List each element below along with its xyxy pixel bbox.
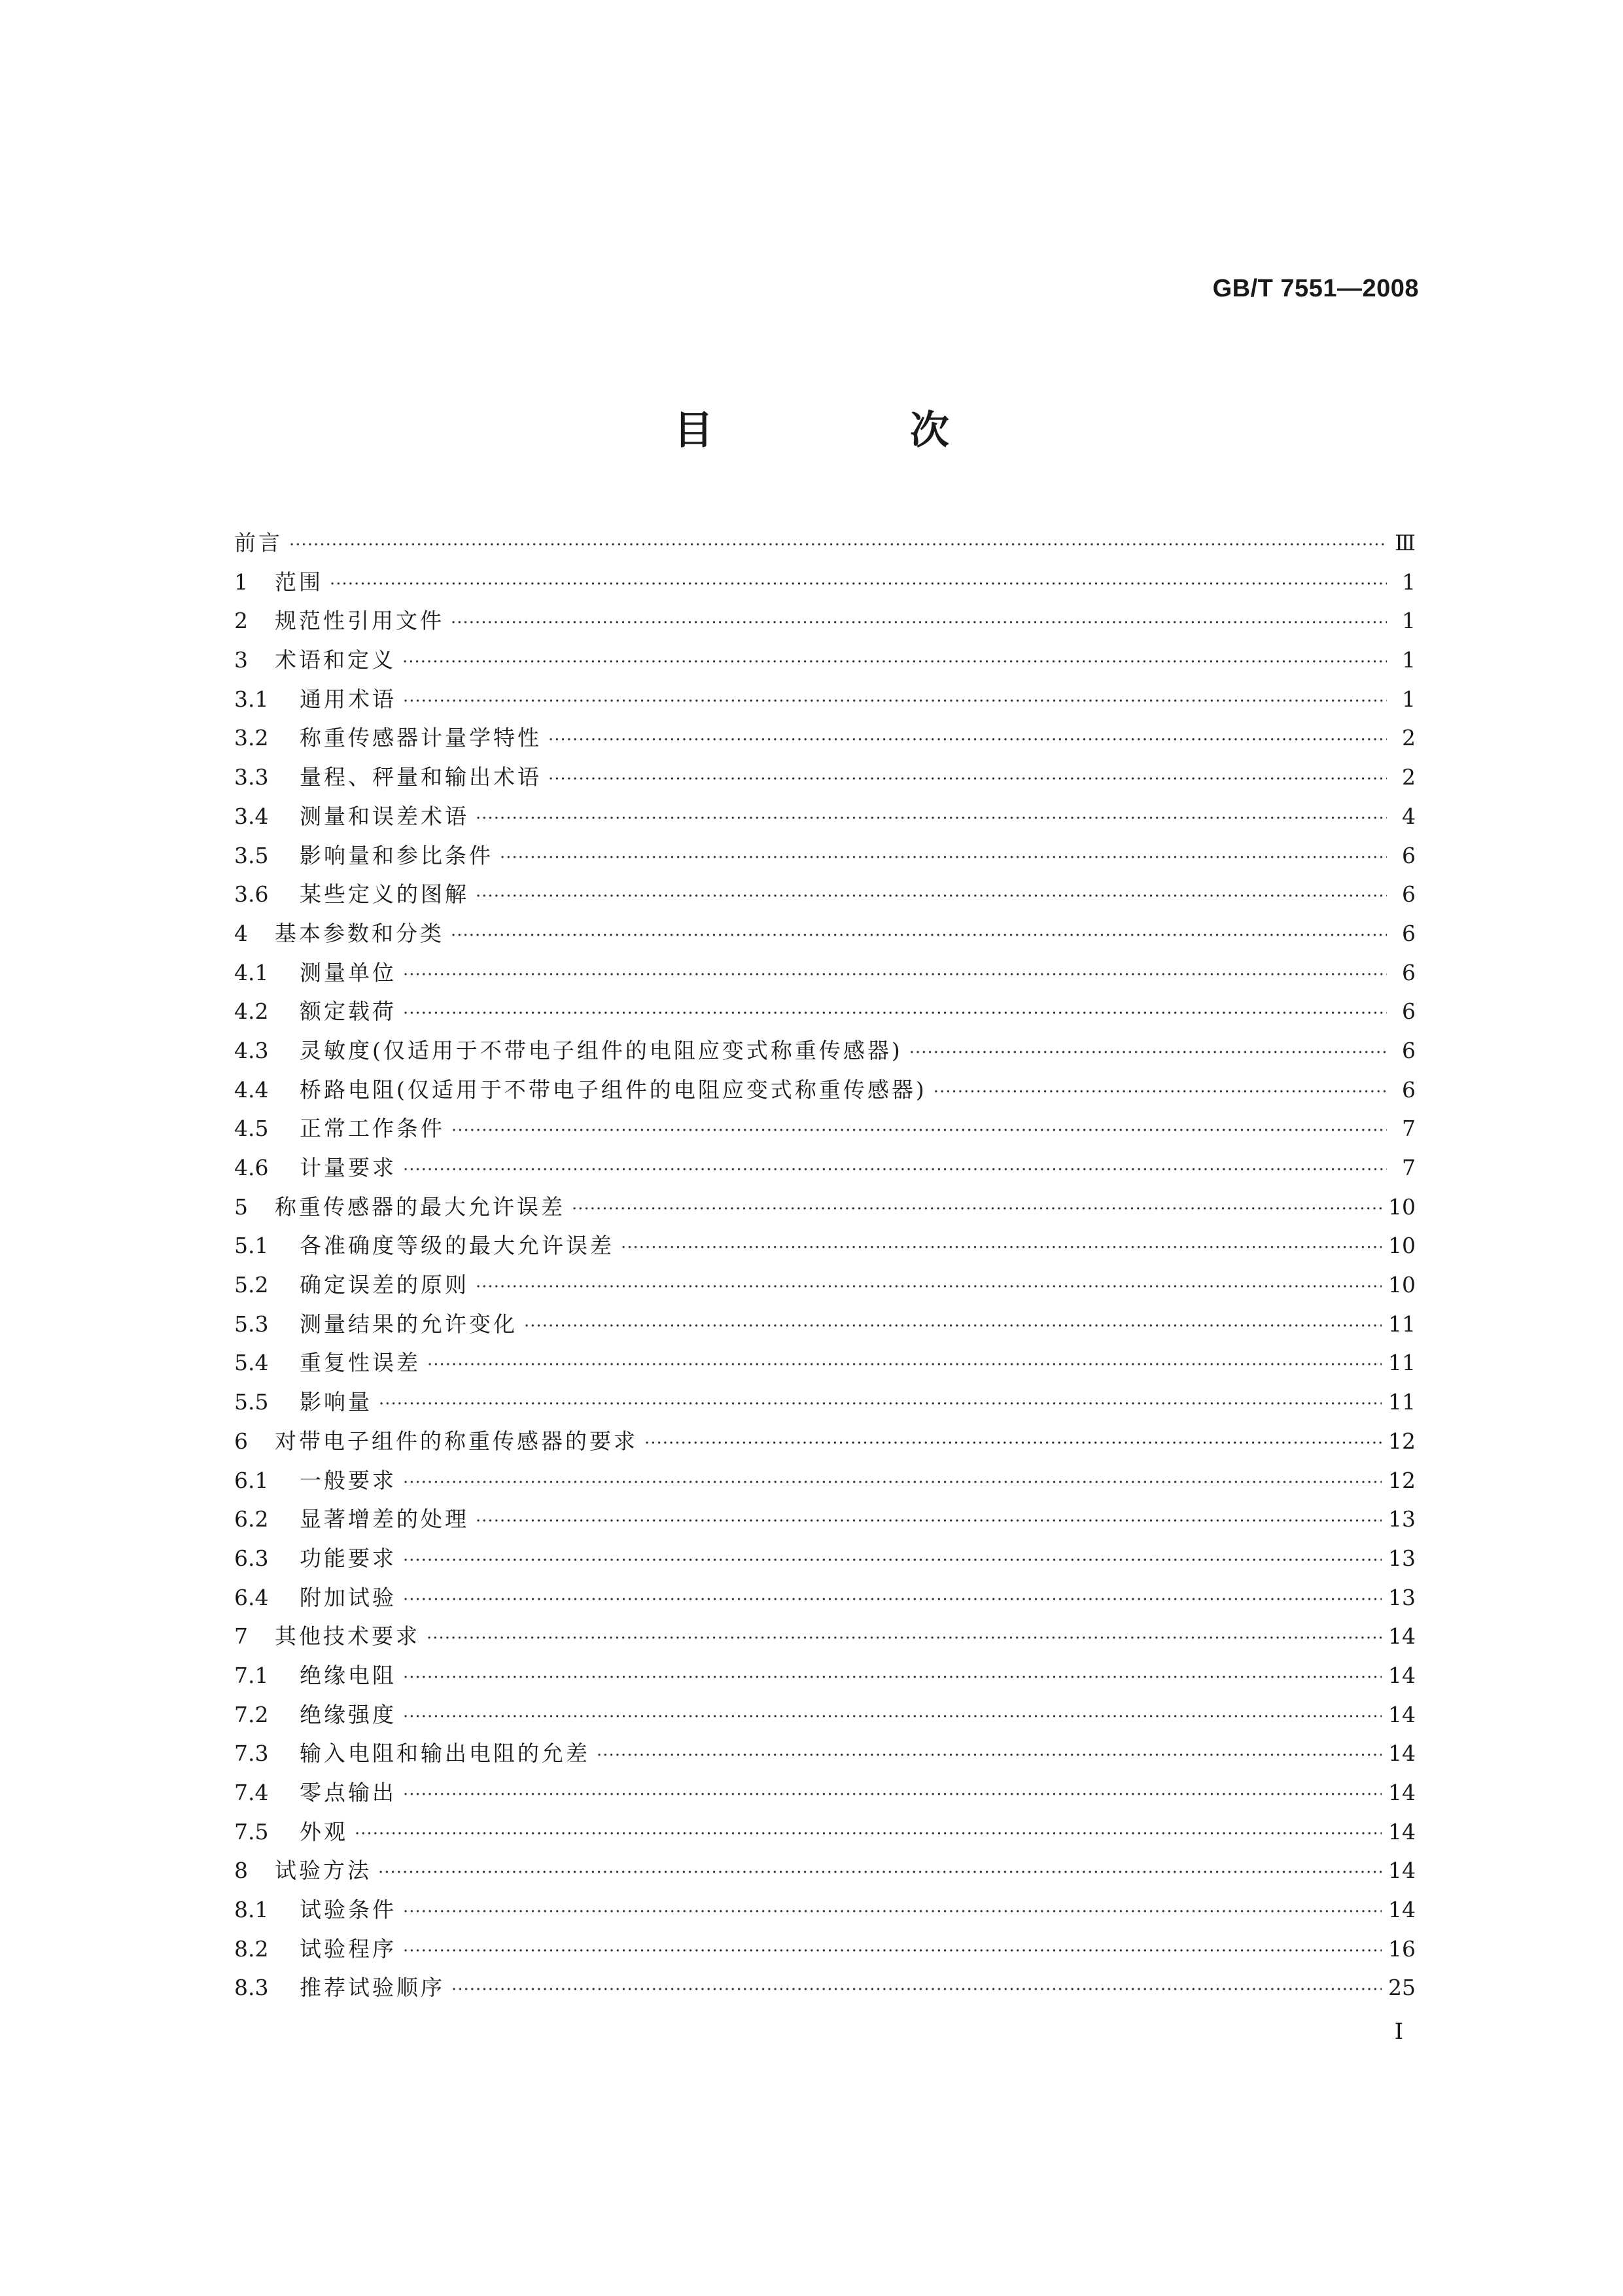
toc-entry-number: 2 [234, 608, 248, 634]
toc-entry[interactable] [234, 1148, 1416, 1188]
page-title: 目 次 [674, 408, 1041, 453]
toc-entry-page: 14 [1388, 1623, 1416, 1650]
toc-entry-number: 4.1 [234, 959, 269, 985]
toc-entry-title: 功能要求 [300, 1545, 396, 1571]
toc-entry-number: 5.2 [234, 1272, 269, 1298]
toc-entry-number: 3.4 [234, 803, 269, 829]
toc-entry-page: 7 [1402, 1155, 1416, 1180]
toc-entry-title: 称重传感器计量学特性 [300, 725, 542, 751]
toc-entry[interactable] [234, 1656, 1416, 1695]
toc-entry[interactable] [234, 1422, 1416, 1461]
toc-entry-number: 3 [234, 647, 248, 673]
toc-entry-title: 影响量 [300, 1389, 372, 1415]
toc-entry-page: 1 [1402, 569, 1416, 595]
toc-entry[interactable] [234, 1812, 1416, 1852]
toc-entry-number: 3.5 [234, 842, 269, 868]
toc-entry[interactable] [234, 523, 1416, 563]
toc-entry-title: 试验方法 [275, 1858, 372, 1884]
toc-entry-title: 测量单位 [300, 959, 396, 985]
toc-entry-title: 某些定义的图解 [300, 881, 469, 908]
toc-entry-number: 8.1 [234, 1897, 269, 1923]
toc-leader-dots [330, 565, 1387, 605]
toc-entry-title: 通用术语 [300, 686, 396, 712]
toc-entry-page: 14 [1388, 1701, 1416, 1727]
toc-entry-page: 13 [1388, 1545, 1416, 1571]
toc-entry-title: 前言 [234, 530, 283, 556]
toc-entry[interactable] [234, 1500, 1416, 1539]
toc-entry-number: 4.2 [234, 998, 269, 1025]
toc-entry-title: 附加试验 [300, 1584, 396, 1610]
toc-leader-dots [403, 682, 1387, 722]
toc-leader-dots [403, 1581, 1382, 1620]
toc-entry[interactable] [234, 1617, 1416, 1656]
toc-leader-dots [476, 800, 1387, 839]
toc-entry-number: 5.3 [234, 1311, 269, 1337]
toc-leader-dots [403, 1542, 1382, 1581]
toc-entry-page: 1 [1402, 686, 1416, 712]
toc-entry-title: 额定载荷 [300, 998, 396, 1025]
toc-entry-number: 6.1 [234, 1467, 269, 1493]
toc-entry-page: 10 [1388, 1233, 1416, 1259]
toc-entry[interactable] [234, 992, 1416, 1031]
toc-entry-number: 6 [234, 1428, 248, 1454]
toc-entry-title: 推荐试验顺序 [300, 1975, 445, 2001]
toc-leader-dots [403, 995, 1387, 1034]
toc-leader-dots [355, 1815, 1382, 1854]
toc-entry[interactable] [234, 953, 1416, 993]
toc-entry-page: 11 [1388, 1311, 1416, 1337]
toc-entry-page: 11 [1388, 1350, 1416, 1376]
toc-entry-title: 零点输出 [300, 1780, 396, 1805]
toc-entry-number: 7.5 [234, 1818, 269, 1845]
toc-entry-page: 14 [1388, 1740, 1416, 1767]
standard-code: GB/T 7551—2008 [1212, 275, 1419, 302]
toc-leader-dots [427, 1619, 1382, 1659]
toc-entry-title: 外观 [300, 1818, 348, 1845]
page-number: Ⅰ [1394, 2019, 1403, 2045]
toc-entry-title: 其他技术要求 [275, 1623, 420, 1650]
toc-entry-title: 范围 [275, 569, 323, 595]
toc-leader-dots [597, 1737, 1382, 1776]
toc-entry-number: 1 [234, 569, 248, 595]
toc-entry-page: 14 [1388, 1818, 1416, 1845]
toc-entry-title: 各准确度等级的最大允许误差 [300, 1233, 614, 1259]
toc-entry-title: 试验条件 [300, 1897, 396, 1923]
toc-entry-page: 4 [1402, 803, 1416, 829]
toc-entry-title: 测量和误差术语 [300, 803, 469, 829]
toc-leader-dots [289, 526, 1387, 565]
toc-entry[interactable] [234, 1305, 1416, 1344]
toc-entry-page: 6 [1402, 1037, 1416, 1063]
toc-entry-page: 7 [1402, 1116, 1416, 1142]
toc-entry-number: 5.1 [234, 1233, 269, 1259]
toc-entry-number: 7.3 [234, 1740, 269, 1767]
toc-entry-page: 6 [1402, 1076, 1416, 1103]
toc-leader-dots [548, 721, 1387, 760]
toc-entry-number: 6.3 [234, 1545, 269, 1571]
toc-entry-title: 输入电阻和输出电阻的允差 [300, 1740, 590, 1767]
toc-entry-number: 5.5 [234, 1389, 269, 1415]
toc-entry-page: 12 [1388, 1428, 1416, 1454]
toc-entry[interactable] [234, 836, 1416, 875]
toc-leader-dots [403, 1659, 1382, 1698]
toc-entry[interactable] [234, 1343, 1416, 1383]
toc-entry[interactable] [234, 1461, 1416, 1500]
toc-entry-number: 4.4 [234, 1076, 269, 1103]
toc-entry-number: 7.4 [234, 1780, 269, 1805]
toc-leader-dots [644, 1424, 1382, 1464]
toc-leader-dots [934, 1073, 1387, 1112]
toc-entry-number: 3.3 [234, 764, 269, 790]
toc-entry[interactable] [234, 1695, 1416, 1735]
toc-entry[interactable] [234, 1109, 1416, 1148]
toc-entry[interactable] [234, 1265, 1416, 1305]
toc-entry-page: 10 [1388, 1193, 1416, 1220]
toc-entry[interactable] [234, 1578, 1416, 1617]
toc-entry[interactable] [234, 1031, 1416, 1070]
toc-leader-dots [378, 1854, 1382, 1893]
toc-entry-title: 试验程序 [300, 1935, 396, 1962]
toc-leader-dots [548, 760, 1387, 800]
toc-entry-title: 影响量和参比条件 [300, 842, 493, 868]
toc-entry-title: 重复性误差 [300, 1350, 421, 1376]
toc-entry-number: 6.4 [234, 1584, 269, 1610]
toc-entry-title: 量程、秤量和输出术语 [300, 764, 542, 790]
toc-entry-title: 测量结果的允许变化 [300, 1311, 517, 1337]
toc-entry[interactable] [234, 1188, 1416, 1227]
toc-entry-page: 2 [1402, 764, 1416, 790]
toc-entry-title: 绝缘强度 [300, 1701, 396, 1727]
toc-entry[interactable] [234, 1851, 1416, 1890]
toc-leader-dots [403, 1698, 1382, 1737]
toc-entry-page: 6 [1402, 881, 1416, 908]
toc-leader-dots [476, 877, 1387, 917]
toc-leader-dots [476, 1268, 1382, 1307]
toc-entry-title: 基本参数和分类 [275, 920, 444, 946]
toc-entry-title: 正常工作条件 [300, 1116, 445, 1142]
toc-entry-number: 3.1 [234, 686, 269, 712]
toc-leader-dots [451, 1112, 1387, 1151]
toc-entry-page: 10 [1388, 1272, 1416, 1298]
toc-entry-title: 灵敏度(仅适用于不带电子组件的电阻应变式称重传感器) [300, 1037, 903, 1063]
toc-leader-dots [451, 604, 1387, 643]
toc-entry[interactable] [234, 797, 1416, 836]
toc-entry-page: 14 [1388, 1780, 1416, 1805]
toc-entry[interactable] [234, 914, 1416, 953]
toc-entry[interactable] [234, 1383, 1416, 1422]
toc-entry-number: 4.5 [234, 1116, 269, 1142]
toc-leader-dots [403, 1151, 1387, 1190]
toc-entry[interactable] [234, 718, 1416, 758]
toc-leader-dots [476, 1502, 1382, 1542]
toc-entry[interactable] [234, 680, 1416, 719]
toc-entry-page: 13 [1388, 1506, 1416, 1532]
toc-leader-dots [451, 1971, 1382, 2010]
toc-leader-dots [403, 956, 1387, 995]
toc-leader-dots [403, 1893, 1382, 1932]
toc-entry[interactable] [234, 563, 1416, 602]
toc-entry-number: 7 [234, 1623, 248, 1650]
toc-entry[interactable] [234, 1070, 1416, 1110]
toc-entry-title: 称重传感器的最大允许误差 [275, 1193, 565, 1220]
toc-entry-title: 桥路电阻(仅适用于不带电子组件的电阻应变式称重传感器) [300, 1076, 927, 1103]
toc-leader-dots [524, 1307, 1382, 1347]
toc-entry-page: 6 [1402, 920, 1416, 946]
toc-entry[interactable] [234, 1968, 1416, 2007]
toc-entry-page: Ⅲ [1395, 530, 1416, 556]
toc-entry-number: 8.2 [234, 1935, 269, 1962]
table-of-contents [234, 523, 1416, 2007]
toc-leader-dots [909, 1034, 1387, 1073]
toc-entry-page: 6 [1402, 842, 1416, 868]
toc-leader-dots [572, 1190, 1382, 1229]
toc-entry-number: 3.2 [234, 725, 269, 751]
toc-entry-title: 绝缘电阻 [300, 1662, 396, 1688]
toc-entry-page: 1 [1402, 647, 1416, 673]
toc-leader-dots [403, 1776, 1382, 1815]
toc-entry-page: 6 [1402, 998, 1416, 1025]
toc-leader-dots [402, 643, 1387, 682]
toc-entry[interactable] [234, 1773, 1416, 1812]
toc-entry-number: 4 [234, 920, 248, 946]
toc-leader-dots [403, 1464, 1382, 1503]
toc-entry-title: 确定误差的原则 [300, 1272, 469, 1298]
toc-entry-page: 25 [1388, 1975, 1416, 2001]
toc-entry-page: 14 [1388, 1662, 1416, 1688]
toc-leader-dots [621, 1229, 1382, 1268]
toc-entry-page: 13 [1388, 1584, 1416, 1610]
toc-entry-page: 6 [1402, 959, 1416, 985]
toc-entry[interactable] [234, 758, 1416, 797]
toc-entry-page: 12 [1388, 1467, 1416, 1493]
toc-entry-page: 11 [1388, 1389, 1416, 1415]
toc-leader-dots [403, 1932, 1382, 1971]
toc-entry[interactable] [234, 1890, 1416, 1930]
toc-entry-title: 术语和定义 [275, 647, 396, 673]
toc-entry[interactable] [234, 1930, 1416, 1969]
toc-leader-dots [500, 839, 1387, 878]
toc-entry-title: 一般要求 [300, 1467, 396, 1493]
toc-entry-page: 2 [1402, 725, 1416, 751]
toc-entry-number: 8 [234, 1858, 248, 1884]
toc-entry[interactable] [234, 641, 1416, 680]
toc-leader-dots [451, 917, 1387, 956]
toc-entry-title: 计量要求 [300, 1155, 396, 1180]
toc-entry-page: 14 [1388, 1897, 1416, 1923]
toc-leader-dots [427, 1346, 1382, 1385]
toc-leader-dots [379, 1385, 1382, 1424]
toc-entry-page: 1 [1402, 608, 1416, 634]
toc-entry[interactable] [234, 1734, 1416, 1773]
toc-entry-number: 8.3 [234, 1975, 269, 2001]
toc-entry-number: 5 [234, 1193, 248, 1220]
toc-entry-title: 规范性引用文件 [275, 608, 444, 634]
toc-entry[interactable] [234, 1226, 1416, 1265]
toc-entry-title: 显著增差的处理 [300, 1506, 469, 1532]
toc-entry-number: 5.4 [234, 1350, 269, 1376]
toc-entry-number: 4.6 [234, 1155, 269, 1180]
toc-entry[interactable] [234, 601, 1416, 641]
toc-entry-title: 对带电子组件的称重传感器的要求 [275, 1428, 638, 1454]
toc-entry-number: 4.3 [234, 1037, 269, 1063]
toc-entry[interactable] [234, 875, 1416, 914]
toc-entry-number: 3.6 [234, 881, 269, 908]
toc-entry-page: 14 [1388, 1858, 1416, 1884]
toc-entry-number: 7.1 [234, 1662, 269, 1688]
toc-entry[interactable] [234, 1539, 1416, 1578]
toc-entry-number: 6.2 [234, 1506, 269, 1532]
toc-entry-number: 7.2 [234, 1701, 269, 1727]
toc-entry-page: 16 [1388, 1935, 1416, 1962]
